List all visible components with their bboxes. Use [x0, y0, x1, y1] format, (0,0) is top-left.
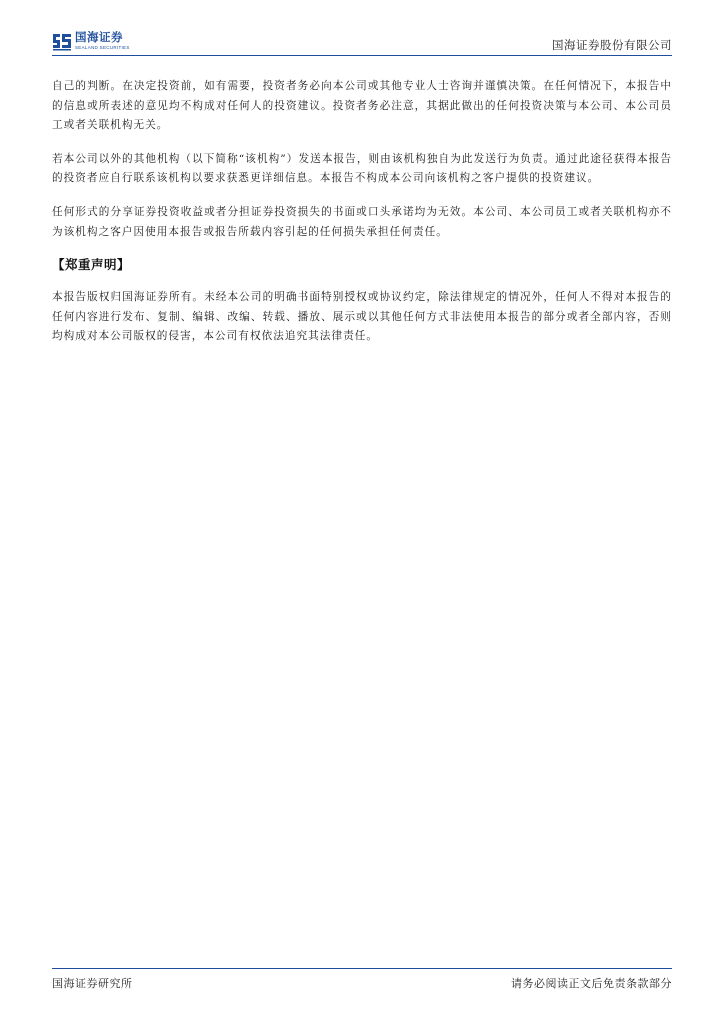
disclaimer-paragraph-3: 任何形式的分享证券投资收益或者分担证券投资损失的书面或口头承诺均为无效。本公司、本公司员工或者关联机构亦不为该机构之客户因使用本报告或报告所载内容引起的任何损失承担任何责任。	[52, 205, 672, 238]
logo-wordmark-en: SEALAND SECURITIES	[75, 44, 130, 50]
disclaimer-body	[52, 77, 672, 347]
footer-divider	[52, 968, 672, 969]
header-divider	[52, 55, 672, 56]
company-logo	[52, 30, 130, 52]
sealand-logo-icon	[52, 31, 72, 51]
footer-disclaimer-note: 请务必阅读正文后免责条款部分	[511, 977, 672, 990]
disclaimer-paragraph-1: 自己的判断。在决定投资前，如有需要，投资者务必向本公司或其他专业人士咨询并谨慎决策。在任何情况下，本报告中的信息或所表述的意见均不构成对任何人的投资建议。投资者务必注意，其据此做出的任何投资决策与本公司、本公司员工或者关联机构无关。	[52, 80, 672, 132]
copyright-paragraph: 本报告版权归国海证券所有。未经本公司的明确书面特别授权或协议约定，除法律规定的情况外，任何人不得对本报告的任何内容进行发布、复制、编辑、改编、转载、播放、展示或以其他任何方式非法使用本报告的部分或者全部内容，否则均构成对本公司版权的侵害，本公司有权依法追究其法律责任。	[52, 291, 672, 343]
footer-institute: 国海证券研究所	[52, 977, 133, 990]
logo-wordmark-cn: 国海证券	[75, 30, 123, 44]
page-header	[52, 28, 672, 56]
section-title-solemn-statement: 【郑重声明】	[52, 257, 131, 273]
company-name: 国海证券股份有限公司	[552, 38, 672, 52]
disclaimer-paragraph-2: 若本公司以外的其他机构（以下简称“该机构”）发送本报告，则由该机构独自为此发送行为负责。通过此途径获得本报告的投资者应自行联系该机构以要求获悉更详细信息。本报告不构成本公司向该机构之客户提供的投资建议。	[52, 152, 672, 185]
